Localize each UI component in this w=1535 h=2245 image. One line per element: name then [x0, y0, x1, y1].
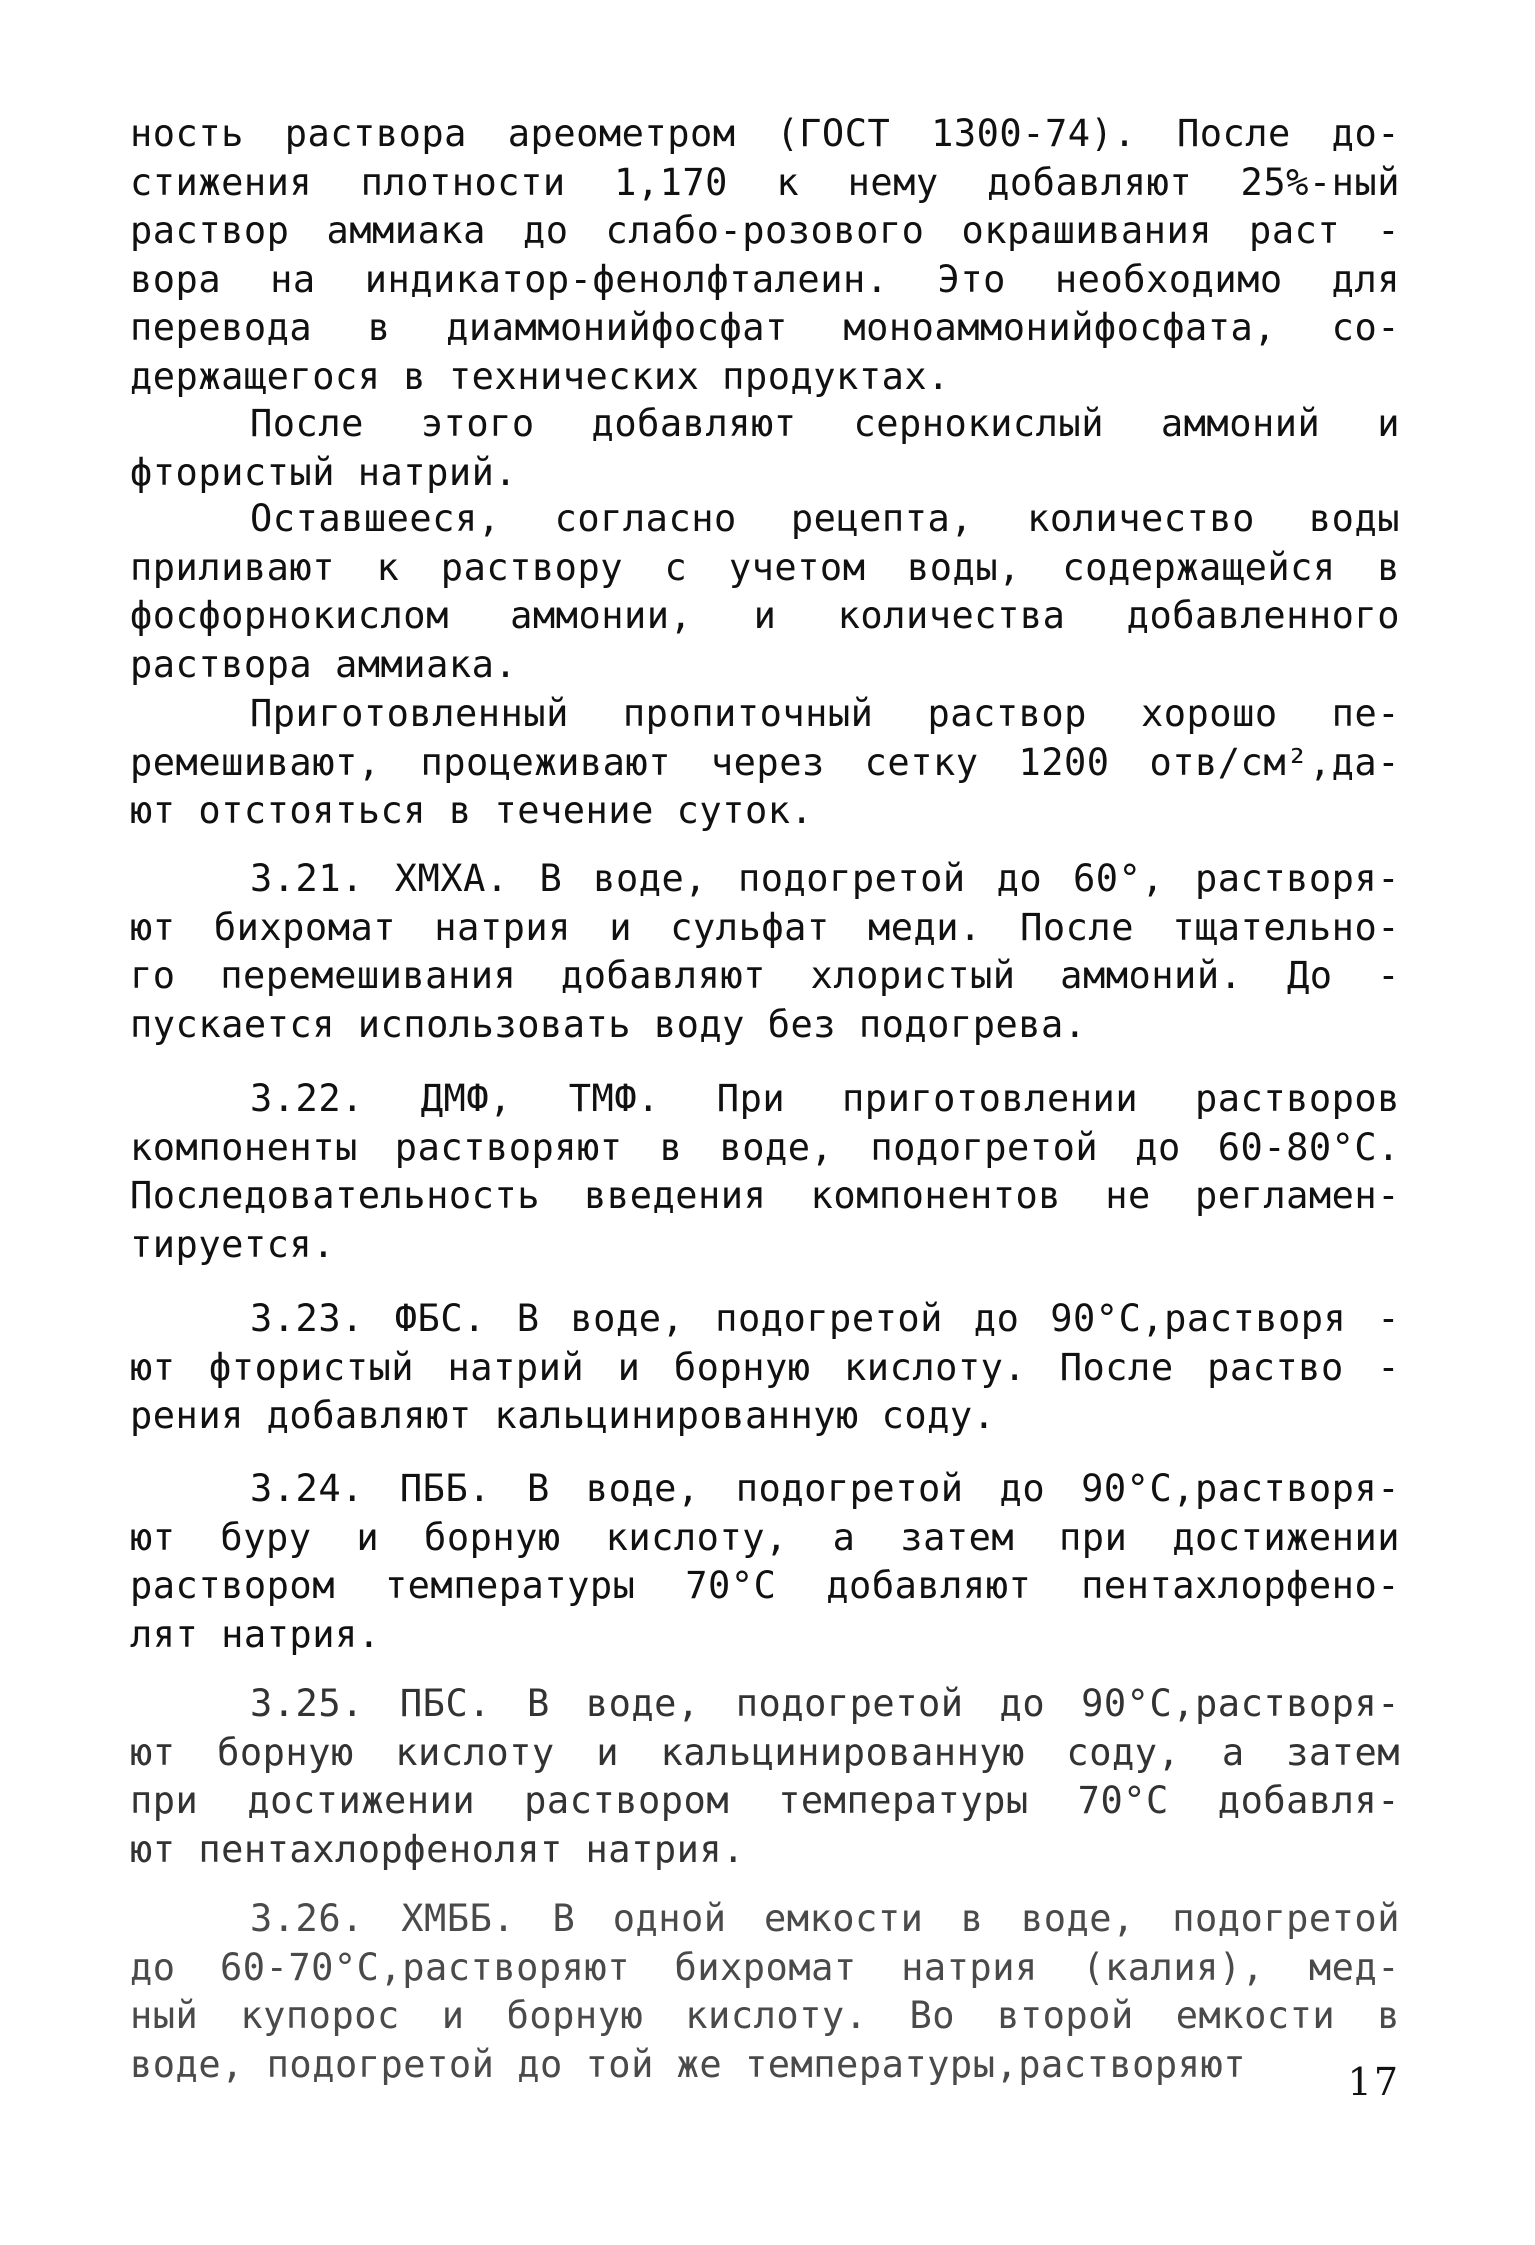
- text-line: ют борную кислоту и кальцинированную соду, а затем: [130, 1730, 1400, 1774]
- section-3-23: [130, 1295, 1400, 1441]
- text-line: ный купорос и борную кислоту. Во второй емкости в: [130, 1994, 1400, 2037]
- text-line: воде, подогретой до той же температуры,растворяют: [130, 2042, 1247, 2086]
- section-3-22: [130, 1075, 1400, 1269]
- text-line: раствор аммиака до слабо-розового окрашивания раст -: [130, 209, 1400, 252]
- text-line: Последовательность введения компонентов не регламен-: [130, 1174, 1400, 1217]
- paragraph-sulfate: [130, 400, 1400, 497]
- text-line: стижения плотности 1,170 к нему добавляют 25%-ный: [130, 160, 1400, 204]
- text-line: ют отстояться в течение суток.: [130, 789, 814, 832]
- text-line: держащегося в технических продуктах.: [130, 354, 950, 398]
- section-3-21: [130, 855, 1400, 1049]
- paragraph-water: [130, 495, 1400, 689]
- text-line: фтористый натрий.: [130, 450, 518, 494]
- section-3-24: [130, 1465, 1400, 1659]
- text-line: ют пентахлорфенолят натрия.: [130, 1827, 745, 1871]
- text-line: фосфорнокислом аммонии, и количества добавленного: [130, 594, 1400, 637]
- paragraph-prepared: [130, 690, 1400, 836]
- text-line: ют фтористый натрий и борную кислоту. После раство -: [130, 1345, 1400, 1389]
- text-line: После этого добавляют сернокислый аммоний и: [250, 402, 1400, 445]
- text-line: тируется.: [130, 1222, 335, 1266]
- text-line: Приготовленный пропиточный раствор хорошо пе-: [250, 692, 1400, 735]
- text-line: раствором температуры 70°С добавляют пентахлорфено-: [130, 1564, 1400, 1607]
- section-3-25: [130, 1680, 1400, 1874]
- section-heading-line: 3.21. ХМХА. В воде, подогретой до 60°, растворя-: [250, 857, 1400, 900]
- text-line: вора на индикатор-фенолфталеин. Это необходимо для: [130, 257, 1400, 301]
- text-line: ют буру и борную кислоту, а затем при достижении: [130, 1515, 1400, 1559]
- page-number: 17: [1347, 2060, 1400, 2104]
- section-heading-line: 3.24. ПББ. В воде, подогретой до 90°С,растворя-: [250, 1467, 1400, 1510]
- text-line: ность раствора ареометром (ГОСТ 1300-74). После до-: [130, 112, 1400, 155]
- text-line: пускается использовать воду без подогрева.: [130, 1002, 1087, 1046]
- text-line: ют бихромат натрия и сульфат меди. После тщательно-: [130, 905, 1400, 949]
- text-line: го перемешивания добавляют хлористый аммоний. До -: [130, 954, 1400, 997]
- text-line: перевода в диаммонийфосфат моноаммонийфосфата, со-: [130, 306, 1400, 349]
- text-line: Оставшееся, согласно рецепта, количество воды: [250, 497, 1400, 540]
- section-heading-line: 3.26. ХМББ. В одной емкости в воде, подогретой: [250, 1897, 1400, 1940]
- section-heading-line: 3.25. ПБС. В воде, подогретой до 90°С,растворя-: [250, 1682, 1400, 1725]
- section-heading-line: 3.22. ДМФ, ТМФ. При приготовлении растворов: [250, 1077, 1400, 1120]
- text-line: приливают к раствору с учетом воды, содержащейся в: [130, 545, 1400, 589]
- text-line: рения добавляют кальцинированную соду.: [130, 1394, 996, 1437]
- section-3-26: [130, 1895, 1400, 2089]
- text-line: компоненты растворяют в воде, подогретой до 60-80°С.: [130, 1125, 1400, 1169]
- text-line: ремешивают, процеживают через сетку 1200 отв/см²,да-: [130, 740, 1400, 784]
- text-line: при достижении раствором температуры 70°С добавля-: [130, 1779, 1400, 1822]
- text-line: лят натрия.: [130, 1612, 381, 1656]
- text-line: до 60-70°С,растворяют бихромат натрия (калия), мед-: [130, 1945, 1400, 1989]
- section-heading-line: 3.23. ФБС. В воде, подогретой до 90°С,растворя -: [250, 1297, 1400, 1340]
- text-line: раствора аммиака.: [130, 642, 518, 686]
- paragraph-continuation: [130, 110, 1400, 401]
